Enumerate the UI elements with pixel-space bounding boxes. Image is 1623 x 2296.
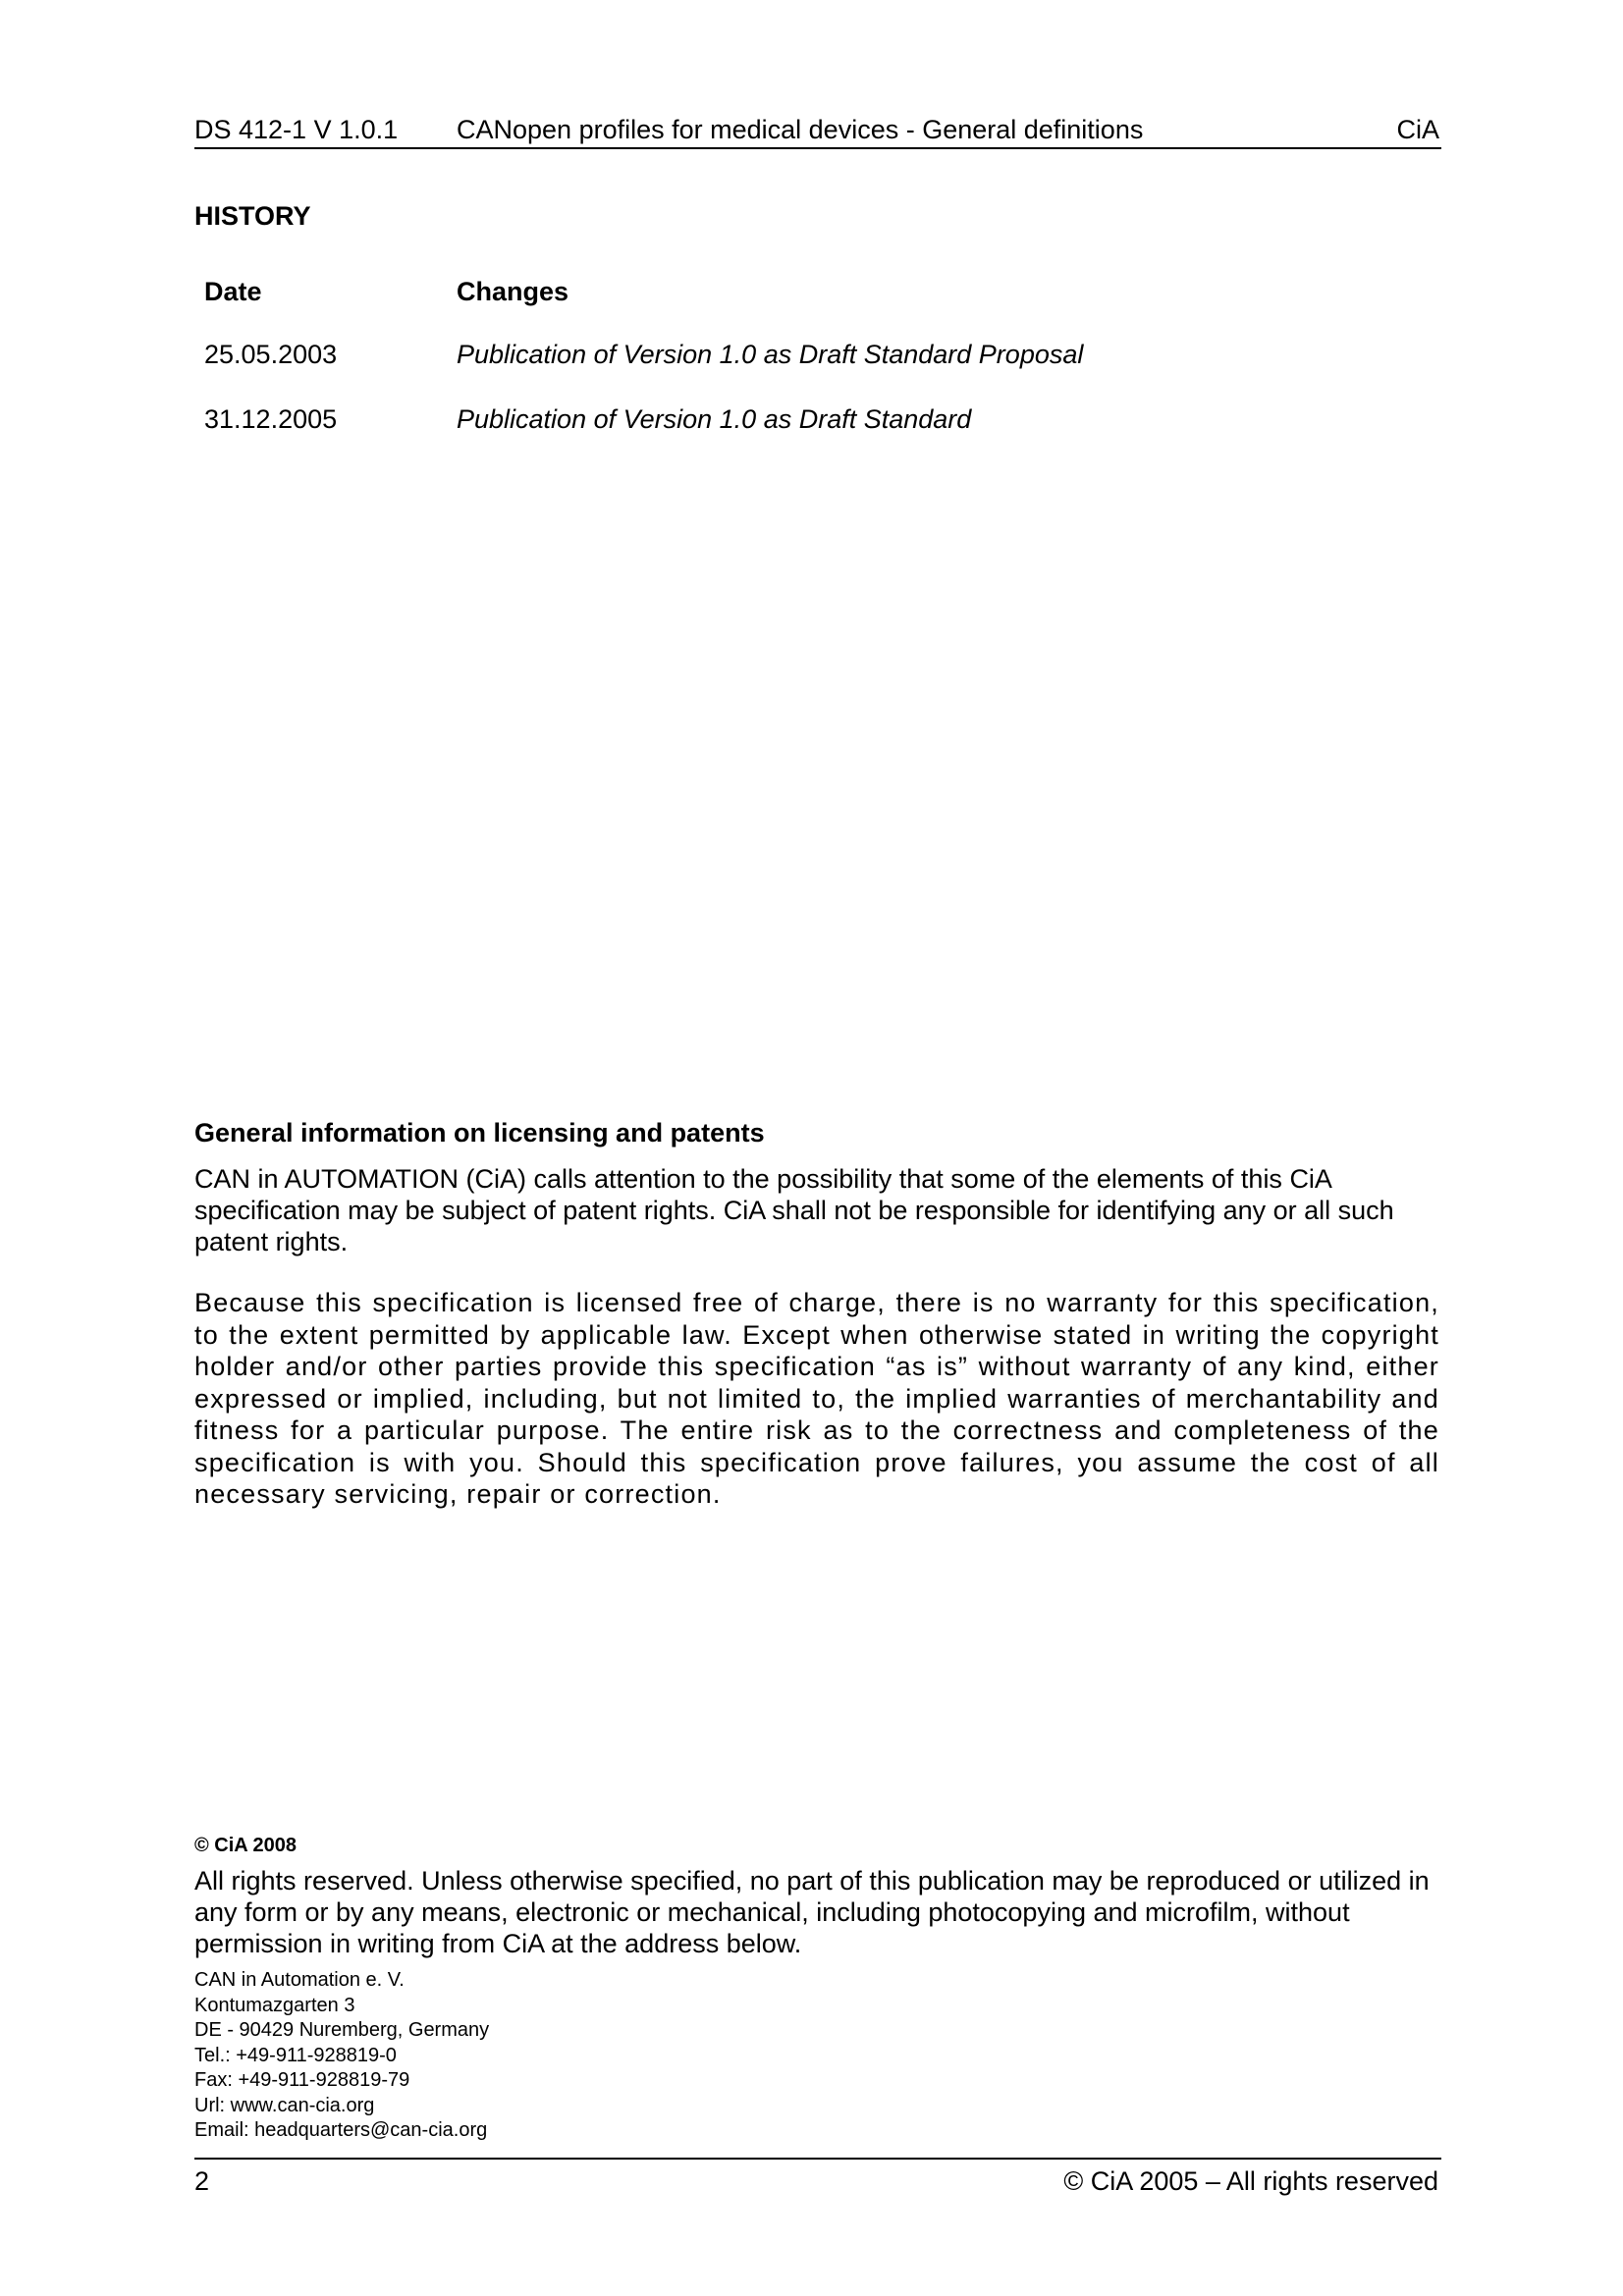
table-row xyxy=(194,338,1083,402)
history-date: 31.12.2005 xyxy=(204,404,338,434)
header-title: CANopen profiles for medical devices - General definitions xyxy=(457,115,1144,144)
history-table xyxy=(194,275,1083,467)
table-header-row xyxy=(194,275,1083,338)
address-line: Tel.: +49-911-928819-0 xyxy=(194,2044,397,2066)
copyright-heading: © CiA 2008 xyxy=(194,1835,298,1856)
address-line: Fax: +49-911-928819-79 xyxy=(194,2069,410,2091)
history-change: Publication of Version 1.0 as Draft Standard xyxy=(457,404,972,434)
page-number: 2 xyxy=(194,2166,210,2196)
column-header-date: Date xyxy=(204,277,262,306)
history-change: Publication of Version 1.0 as Draft Standard Proposal xyxy=(457,340,1084,369)
header-doc-id: DS 412-1 V 1.0.1 xyxy=(194,115,399,144)
page-header xyxy=(194,112,1441,149)
address-line: Url: www.can-cia.org xyxy=(194,2094,375,2116)
copyright-paragraph: All rights reserved. Unless otherwise specified, no part of this publication may be reproduced or utilized in any form or by any means, electronic or mechanical, including photocopying and microfilm, without permission in writing from CiA at the address below. xyxy=(194,1866,1430,1958)
address-line: Kontumazgarten 3 xyxy=(194,1994,355,2016)
licensing-paragraph-patents: CAN in AUTOMATION (CiA) calls attention to the possibility that some of the elements of this CiA specification may be subject of patent rights. CiA shall not be responsible for identifying any or all such patent rights. xyxy=(194,1164,1394,1256)
address-line: CAN in Automation e. V. xyxy=(194,1969,405,1991)
footer-copyright: © CiA 2005 – All rights reserved xyxy=(1063,2166,1438,2196)
history-date: 25.05.2003 xyxy=(204,340,338,369)
licensing-heading: General information on licensing and patents xyxy=(194,1118,765,1148)
table-row xyxy=(194,402,1083,467)
licensing-paragraph-warranty: Because this specification is licensed free of charge, there is no warranty for this specification, to the extent permitted by applicable law. Except when otherwise stated in writing the copyright holder and/or other parties provide this specification “as is” without warranty of any kind, either expressed or implied, including, but not limited to, the implied warranties of merchantability and fitness for a particular purpose. The entire risk as to the correctness and completeness of the specification is with you. Should this specification prove failures, you assume the cost of all necessary servicing, repair or correction. xyxy=(194,1288,1439,1509)
address-line: DE - 90429 Nuremberg, Germany xyxy=(194,2019,490,2041)
history-heading: HISTORY xyxy=(194,201,311,231)
column-header-changes: Changes xyxy=(457,277,569,306)
address-line: Email: headquarters@can-cia.org xyxy=(194,2119,488,2141)
header-org: CiA xyxy=(1396,115,1439,144)
page-footer xyxy=(194,2158,1441,2195)
address-block xyxy=(194,1968,489,2144)
